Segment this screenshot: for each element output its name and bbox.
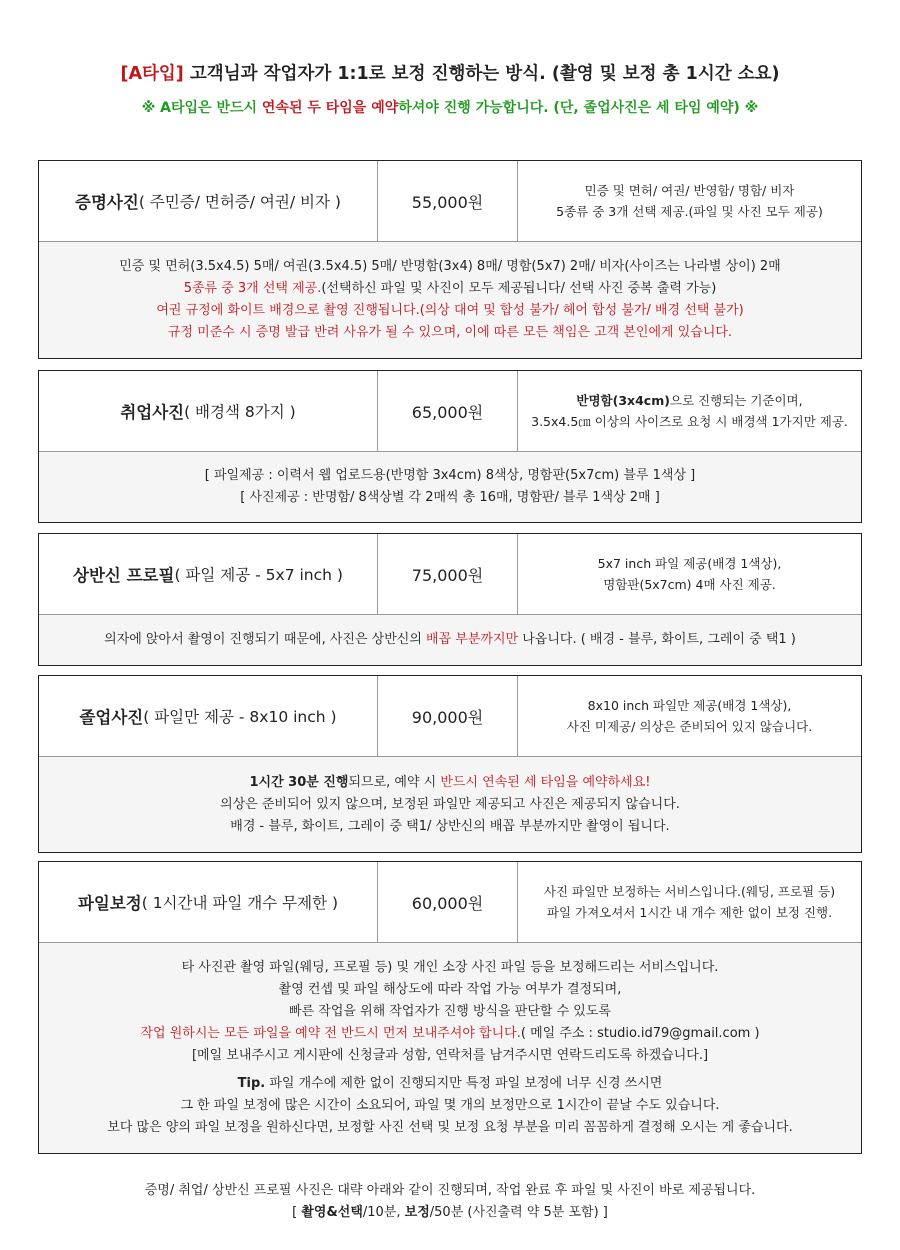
detail-line	[39, 300, 861, 322]
product-title: 졸업사진	[79, 708, 144, 727]
text-span: 작업 원하시는 모든 파일을 예약 전 반드시 먼저 보내주셔야 합니다.	[140, 1026, 521, 1041]
product-row	[39, 862, 861, 943]
text-span: 5종류 중 3개 선택 제공.	[183, 281, 322, 296]
detail-line	[39, 1073, 861, 1095]
detail-line	[39, 487, 861, 509]
product-row	[39, 676, 861, 757]
product-name	[39, 534, 378, 614]
product-price: 60,000원	[378, 862, 518, 942]
product-subtitle: ( 주민증/ 면허증/ 여권/ 비자 )	[138, 193, 341, 211]
text-span: /50분 (사진출력 약 5분 포함) ]	[429, 1205, 608, 1220]
detail-line	[39, 1023, 861, 1045]
text-span: 배꼽 부분까지만	[426, 632, 519, 647]
description-line: 사진 파일만 보정하는 서비스입니다.(웨딩, 프로필 등)	[543, 884, 836, 899]
text-span: Tip.	[237, 1076, 266, 1091]
product-title: 증명사진	[75, 193, 139, 212]
text-span: [메일 보내주시고 게시판에 신청글과 성함, 연락처를 남겨주시면 연락드리도록 하겠습니다.]	[191, 1048, 709, 1063]
product-price: 75,000원	[378, 534, 518, 614]
title-text: 고객님과 작업자가 1:1로 보정 진행하는 방식. (촬영 및 보정 총 1시간 소요)	[183, 64, 780, 84]
product-row	[39, 161, 861, 242]
product-details	[39, 615, 861, 665]
text-span: 1시간 30분 진행	[249, 774, 349, 790]
product-title: 파일보정	[77, 894, 142, 913]
product-description	[518, 676, 861, 756]
description-line: 5종류 중 3개 선택 제공.(파일 및 사진 모두 제공)	[556, 204, 823, 219]
detail-line	[39, 772, 861, 794]
text-span: [	[292, 1205, 302, 1220]
reservation-notice: ※ A타입은 반드시 연속된 두 타임을 예약하셔야 진행 가능합니다. (단, 졸업사진은 세 타임 예약) ※	[141, 100, 759, 116]
product-details	[39, 452, 861, 522]
detail-line	[39, 629, 861, 651]
product-price: 65,000원	[378, 371, 518, 451]
text-span: 의상은 준비되어 있지 않으며, 보정된 파일만 제공되고 사진은 제공되지 않습니다.	[220, 796, 680, 812]
detail-line	[39, 1045, 861, 1067]
product-subtitle: ( 파일만 제공 - 8x10 inch )	[143, 708, 337, 726]
product-row	[39, 534, 861, 615]
detail-line	[39, 465, 861, 487]
detail-line	[39, 1117, 861, 1139]
description-line: 명함판(5x7cm) 4매 사진 제공.	[603, 577, 776, 592]
main-title	[0, 60, 900, 85]
footer	[0, 1180, 900, 1224]
detail-line	[39, 278, 861, 300]
detail-line	[39, 1095, 861, 1117]
detail-line	[39, 979, 861, 1001]
text-span: /10분,	[362, 1205, 405, 1220]
description-line: 5x7 inch 파일 제공(배경 1색상),	[597, 556, 782, 571]
product-details	[39, 943, 861, 1153]
text-span: 반명함(3x4cm)	[576, 393, 670, 408]
text-span: 여권 규정에 화이트 배경으로 촬영 진행됩니다.(의상 대여 및 합성 불가/ 헤어 합성 불가/ 배경 선택 불가)	[156, 303, 744, 318]
text-span: 의자에 앉아서 촬영이 진행되기 때문에, 사진은 상반신의	[104, 632, 427, 647]
text-span: 반드시 연속된 세 타임을 예약하세요!	[440, 774, 651, 790]
job-photo-section	[38, 370, 862, 523]
type-tag: [A타입]	[120, 64, 184, 84]
text-span: 파일 개수에 제한 없이 진행되지만 특정 파일 보정에 너무 신경 쓰시면	[265, 1076, 663, 1091]
text-span: 촬영 컨셉 및 파일 해상도에 따라 작업 가능 여부가 결정되며,	[278, 982, 622, 997]
description-line: 파일 가져오셔서 1시간 내 개수 제한 없이 보정 진행.	[546, 905, 833, 920]
product-name	[39, 676, 378, 756]
text-span: 빠른 작업을 위해 작업자가 진행 방식을 판단할 수 있도록	[289, 1004, 611, 1019]
text-span: 민증 및 면허(3.5x4.5) 5매/ 여권(3.5x4.5) 5매/ 반명함(3x4) 8매/ 명함(5x7) 2매/ 비자(사이즈는 나라별 상이) 2매	[119, 259, 781, 274]
text-span: 타 사진관 촬영 파일(웨딩, 프로필 등) 및 개인 소장 사진 파일 등을 보정해드리는 서비스입니다.	[181, 960, 719, 975]
profile-photo-section	[38, 533, 862, 666]
detail-line	[39, 256, 861, 278]
detail-line	[39, 794, 861, 816]
product-description	[518, 371, 861, 451]
footer-line2	[0, 1202, 900, 1224]
text-span: 보다 많은 양의 파일 보정을 원하신다면, 보정할 사진 선택 및 보정 요청 부분을 미리 꼼꼼하게 결정해 오시는 게 좋습니다.	[107, 1120, 793, 1135]
text-span: 그 한 파일 보정에 많은 시간이 소요되어, 파일 몇 개의 보정만으로 1시간이 끝날 수도 있습니다.	[180, 1098, 720, 1113]
product-details	[39, 242, 861, 358]
description-line: 8x10 inch 파일만 제공(배경 1색상),	[587, 698, 792, 713]
text-span: [ 파일제공 : 이력서 웹 업로드용(반명함 3x4cm) 8색상, 명함판(5x7cm) 블루 1색상 ]	[204, 468, 696, 483]
graduation-photo-section	[38, 675, 862, 853]
description-line: 사진 미제공/ 의상은 준비되어 있지 않습니다.	[566, 719, 813, 734]
product-price: 55,000원	[378, 161, 518, 241]
text-span: 촬영&선택	[301, 1205, 363, 1220]
text-span: 나옵니다. ( 배경 - 블루, 화이트, 그레이 중 택1 )	[518, 632, 796, 647]
id-photo-section	[38, 160, 862, 359]
detail-line	[39, 1001, 861, 1023]
product-name	[39, 862, 378, 942]
product-title: 취업사진	[120, 403, 185, 422]
product-description	[518, 161, 861, 241]
product-subtitle: ( 1시간내 파일 개수 무제한 )	[141, 894, 339, 912]
description-line: 3.5x4.5㎝ 이상의 사이즈로 요청 시 배경색 1가지만 제공.	[531, 414, 848, 429]
text-span: 배경 - 블루, 화이트, 그레이 중 택1/ 상반신의 배꼽 부분까지만 촬영이 됩니다.	[230, 818, 670, 834]
text-span: 되므로, 예약 시	[348, 774, 441, 790]
product-subtitle: ( 파일 제공 - 5x7 inch )	[174, 566, 343, 584]
text-span: 규정 미준수 시 증명 발급 반려 사유가 될 수 있으며, 이에 따른 모든 책임은 고객 본인에게 있습니다.	[167, 325, 733, 340]
product-details	[39, 757, 861, 852]
text-span: ( 메일 주소 : studio.id79@gmail.com )	[520, 1026, 760, 1041]
description-line	[576, 390, 802, 411]
product-name	[39, 371, 378, 451]
detail-line	[39, 322, 861, 344]
product-price: 90,000원	[378, 676, 518, 756]
product-description	[518, 534, 861, 614]
product-name	[39, 161, 378, 241]
text-span: (선택하신 파일 및 사진이 모두 제공됩니다/ 선택 사진 중복 출력 가능)	[321, 281, 717, 296]
description-line: 민증 및 면허/ 여권/ 반영함/ 명함/ 비자	[584, 183, 795, 198]
product-title: 상반신 프로필	[73, 566, 175, 585]
detail-line	[39, 957, 861, 979]
product-subtitle: ( 배경색 8가지 )	[184, 403, 296, 421]
product-row	[39, 371, 861, 452]
text-span: [ 사진제공 : 반명함/ 8색상별 각 2매씩 총 16매, 명함판/ 블루 1색상 2매 ]	[240, 490, 660, 505]
product-description	[518, 862, 861, 942]
file-retouch-section	[38, 861, 862, 1154]
detail-line	[39, 816, 861, 838]
text-span: 으로 진행되는 기준이며,	[669, 393, 803, 408]
text-span: 보정	[404, 1205, 430, 1220]
footer-line1: 증명/ 취업/ 상반신 프로필 사진은 대략 아래와 같이 진행되며, 작업 완료 후 파일 및 사진이 바로 제공됩니다.	[144, 1183, 756, 1198]
